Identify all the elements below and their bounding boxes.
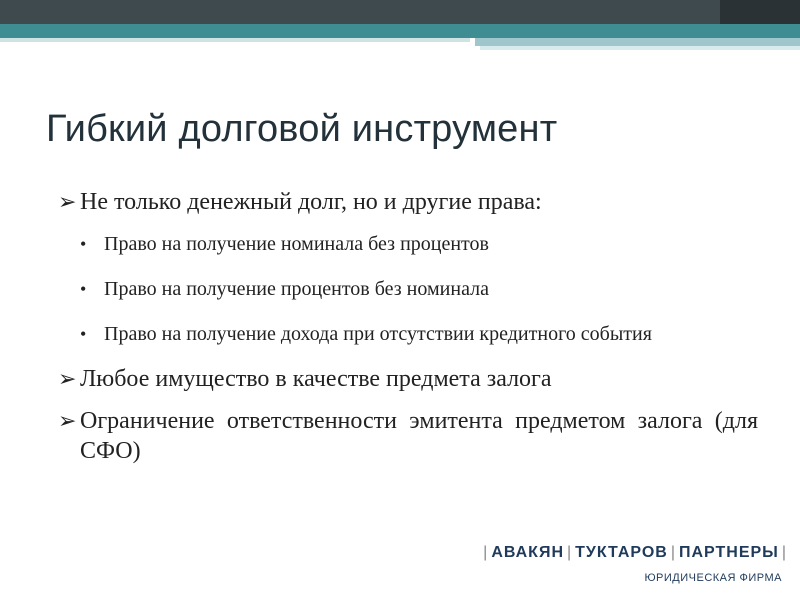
arrow-bullet-icon: ➢: [58, 189, 77, 214]
light-band-right: [475, 38, 800, 46]
bullet-level2: [58, 319, 758, 350]
slide-title: Гибкий долговой инструмент: [46, 108, 558, 150]
light-band-left: [0, 38, 470, 42]
arrow-bullet-icon: ➢: [58, 408, 77, 433]
bullet-level2: [58, 229, 758, 260]
bullet-text: Ограничение ответственности эмитента предметом залога (для СФО): [80, 408, 758, 464]
top-decorative-bar: [0, 0, 800, 24]
arrow-bullet-icon: ➢: [58, 366, 77, 391]
light-band-right-thin: [480, 46, 800, 50]
bullet-text: Право на получение номинала без процентов: [104, 233, 489, 255]
bullet-level1: [58, 364, 758, 394]
dot-bullet-icon: •: [80, 324, 87, 344]
dot-bullet-icon: •: [80, 234, 87, 254]
firm-logo: | АВАКЯН | ТУКТАРОВ | ПАРТНЕРЫ |: [483, 544, 787, 561]
bullet-text: Право на получение дохода при отсутствии кредитного события: [104, 323, 652, 345]
logo-part3: ПАРТНЕРЫ: [678, 544, 779, 561]
bullet-level1: [58, 406, 758, 466]
slide-content: [58, 187, 758, 478]
bullet-text: Не только денежный долг, но и другие права:: [80, 189, 542, 215]
logo-subtitle: ЮРИДИЧЕСКАЯ ФИРМА: [644, 572, 782, 584]
logo-part2: ТУКТАРОВ: [575, 544, 668, 561]
logo-part1: АВАКЯН: [491, 544, 564, 561]
top-bar-dark-segment: [720, 0, 800, 24]
bullet-level2: [58, 274, 758, 305]
bullet-text: Любое имущество в качестве предмета залога: [80, 366, 552, 392]
dot-bullet-icon: •: [80, 279, 87, 299]
teal-band: [0, 24, 800, 38]
bullet-level1: [58, 187, 758, 217]
bullet-text: Право на получение процентов без номинала: [104, 278, 489, 300]
